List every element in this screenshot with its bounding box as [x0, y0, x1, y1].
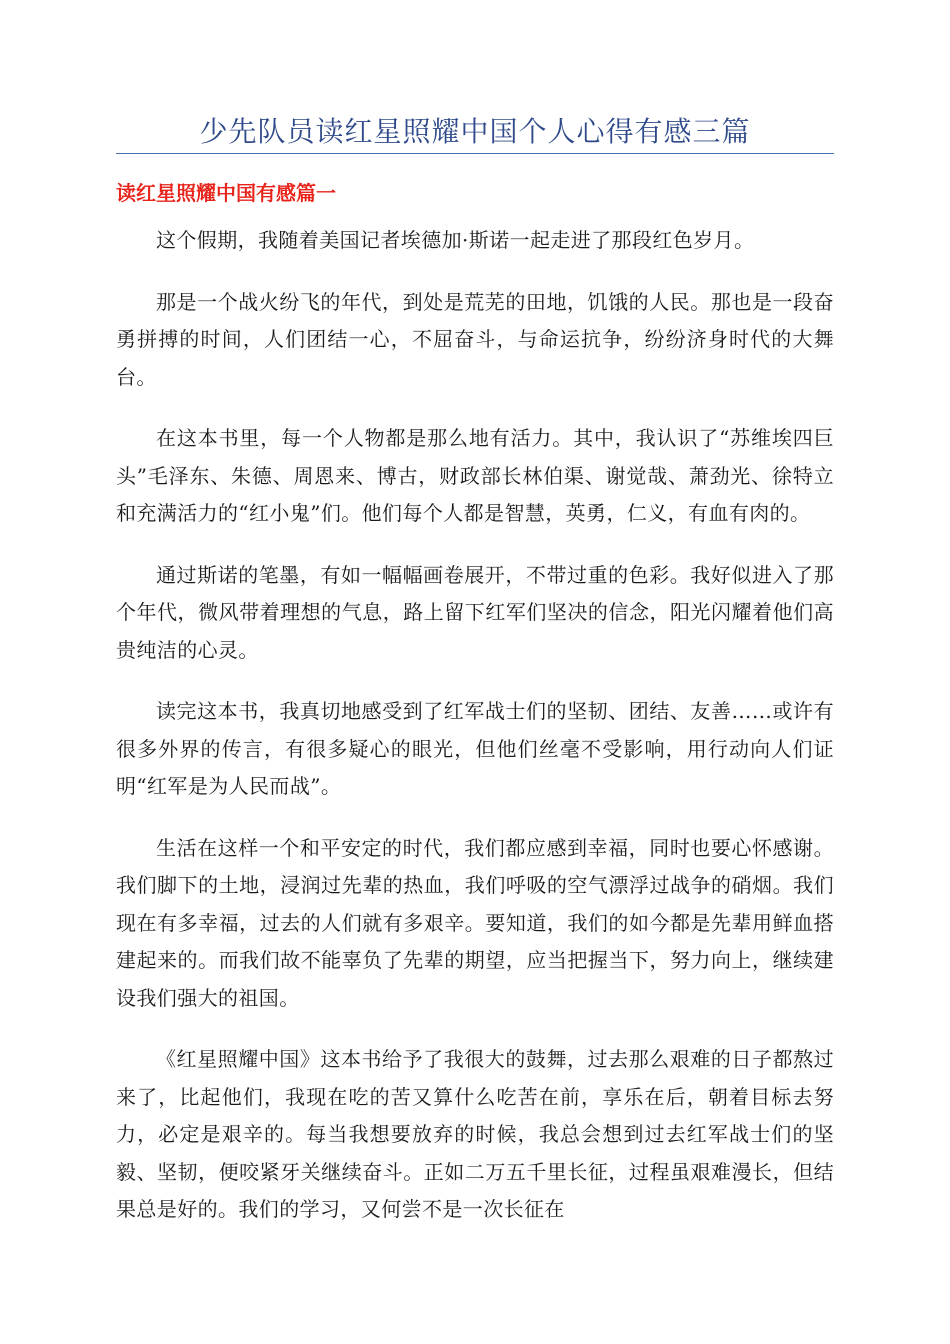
paragraph: 这个假期，我随着美国记者埃德加·斯诺一起走进了那段红色岁月。	[156, 228, 755, 252]
title-underline	[116, 153, 834, 154]
article-body	[116, 222, 834, 1253]
paragraph: 那是一个战火纷飞的年代，到处是荒芜的田地，饥饿的人民。那也是一段奋勇拼搏的时间，人们团结一心，不屈奋斗，与命运抗争，纷纷济身时代的大舞台。	[116, 289, 834, 389]
paragraph: 《红星照耀中国》这本书给予了我很大的鼓舞，过去那么艰难的日子都熬过来了，比起他们，我现在吃的苦又算什么吃苦在前，享乐在后，朝着目标去努力，必定是艰辛的。每当我想要放弃的时候，我总会想到过去红军战士们的坚毅、坚韧，便咬紧牙关继续奋斗。正如二万五千里长征，过程虽艰难漫长，但结果总是好的。我们的学习，又何尝不是一次长征在	[116, 1047, 834, 1221]
paragraph: 生活在这样一个和平安定的时代，我们都应感到幸福，同时也要心怀感谢。我们脚下的土地，浸润过先辈的热血，我们呼吸的空气漂浮过战争的硝烟。我们现在有多幸福，过去的人们就有多艰辛。要知道，我们的如今都是先辈用鲜血搭建起来的。而我们故不能辜负了先辈的期望，应当把握当下，努力向上，继续建设我们强大的祖国。	[116, 835, 834, 1010]
paragraph: 在这本书里，每一个人物都是那么地有活力。其中，我认识了“苏维埃四巨头”毛泽东、朱德、周恩来、博古，财政部长林伯渠、谢觉哉、萧劲光、徐特立和充满活力的“红小鬼”们。他们每个人都是智慧，英勇，仁义，有血有肉的。	[116, 426, 834, 525]
section-heading: 读红星照耀中国有感篇一	[116, 181, 336, 205]
paragraph: 读完这本书，我真切地感受到了红军战士们的坚韧、团结、友善……或许有很多外界的传言，有很多疑心的眼光，但他们丝毫不受影响，用行动向人们证明“红军是为人民而战”。	[116, 699, 834, 798]
paragraph: 通过斯诺的笔墨，有如一幅幅画卷展开，不带过重的色彩。我好似进入了那个年代，微风带着理想的气息，路上留下红军们坚决的信念，阳光闪耀着他们高贵纯洁的心灵。	[116, 562, 834, 662]
document-title: 少先队员读红星照耀中国个人心得有感三篇	[199, 115, 751, 148]
